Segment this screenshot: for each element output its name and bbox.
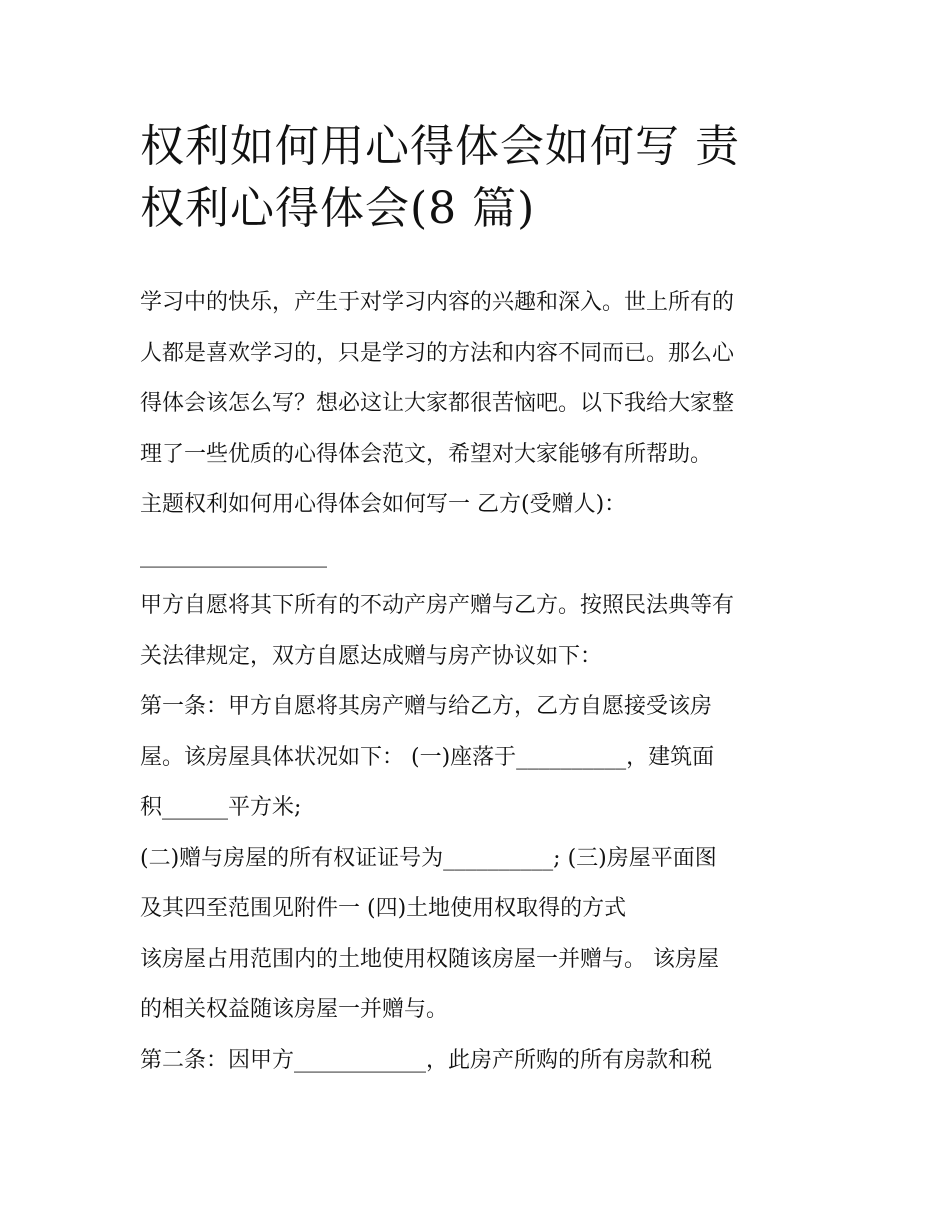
blank-line: _________________ (140, 542, 327, 568)
body-line: 学习中的快乐，产生于对学习内容的兴趣和深入。世上所有的 (140, 290, 735, 315)
title-line: 权利心得体会(8 篇) (140, 183, 536, 234)
body-line: 的相关权益随该房屋一并赠与。 (140, 997, 449, 1022)
body-line: 第一条：甲方自愿将其房产赠与给乙方，乙方自愿接受该房 (140, 694, 713, 719)
body-line: 屋。该房屋具体状况如下： (一)座落于__________，建筑面 (140, 744, 715, 770)
body-line: (二)赠与房屋的所有权证证号为__________; (三)房屋平面图 (140, 845, 717, 871)
document-title (140, 116, 820, 240)
body-line: 及其四至范围见附件一 (四)土地使用权取得的方式 (140, 896, 627, 921)
title-line: 权利如何用心得体会如何写 责 (140, 121, 740, 172)
body-line: 关法律规定，双方自愿达成赠与房产协议如下： (140, 643, 603, 669)
body-line: 人都是喜欢学习的，只是学习的方法和内容不同而已。那么心 (140, 340, 735, 366)
body-line: 第二条：因甲方____________，此房产所购的所有房款和税 (140, 1047, 713, 1073)
body-line: 积______平方米; (140, 795, 302, 820)
body-line: 甲方自愿将其下所有的不动产房产赠与乙方。按照民法典等有 (140, 593, 735, 618)
document-body (140, 278, 830, 1086)
body-line: 理了一些优质的心得体会范文，希望对大家能够有所帮助。 (140, 441, 713, 467)
body-line: 得体会该怎么写？想必这让大家都很苦恼吧。以下我给大家整 (140, 391, 735, 416)
body-line: 主题权利如何用心得体会如何写一 乙方(受赠人)： (140, 492, 627, 517)
body-line: 该房屋占用范围内的土地使用权随该房屋一并赠与。 该房屋 (140, 946, 719, 972)
